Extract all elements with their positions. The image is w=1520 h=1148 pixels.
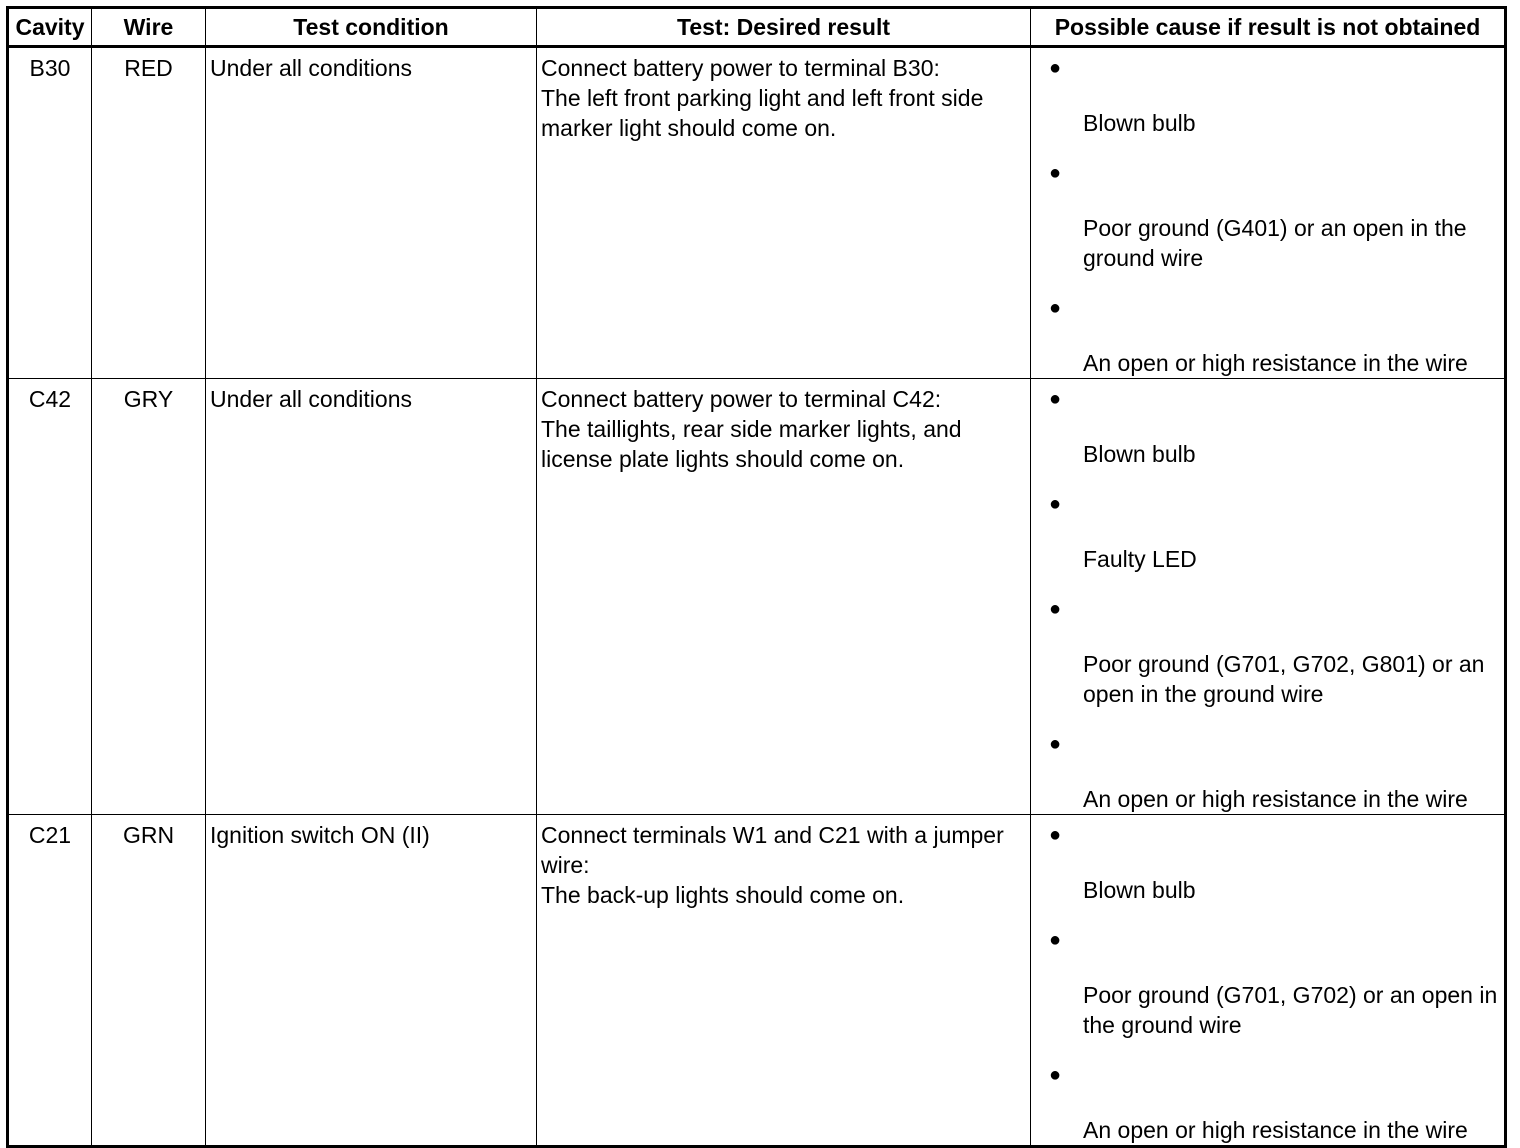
cause-list [1031,48,1504,378]
test-condition-cell [206,815,537,1147]
cause-text: Blown bulb [1083,110,1196,136]
cause-text: Poor ground (G401) or an open in the ground wire [1083,215,1467,271]
list-item [1031,384,1504,469]
connector-test-table [6,6,1507,1148]
list-item [1031,820,1504,905]
cause-list [1031,379,1504,814]
bullet-icon: ● [1049,929,1062,951]
cavity-cell: B30 [8,47,92,379]
header-possible-cause: Possible cause if result is not obtained [1031,8,1506,47]
desired-result-cell [537,47,1031,379]
bullet-icon: ● [1049,57,1062,79]
wire-cell: RED [92,47,206,379]
cause-list [1031,815,1504,1145]
possible-cause-cell [1031,815,1506,1147]
table-row [8,815,1506,1147]
list-item [1031,925,1504,1040]
header-cavity: Cavity [8,8,92,47]
header-row [8,8,1506,47]
test-condition-text: Ignition switch ON (II) [210,822,430,848]
table-row [8,47,1506,379]
result-line: The back-up lights should come on. [541,882,905,908]
cause-text: Poor ground (G701, G702, G801) or an open in the ground wire [1083,651,1485,707]
result-line: Connect battery power to terminal B30: [541,55,940,81]
list-item [1031,1060,1504,1145]
cavity-cell: C42 [8,379,92,815]
desired-result-cell [537,815,1031,1147]
cavity-cell: C21 [8,815,92,1147]
cause-text: An open or high resistance in the wire [1083,786,1468,812]
cause-text: Faulty LED [1083,546,1197,572]
result-line: Connect terminals W1 and C21 with a jumper wire: [541,822,1004,878]
possible-cause-cell [1031,379,1506,815]
list-item [1031,53,1504,138]
bullet-icon: ● [1049,733,1062,755]
desired-result-cell [537,379,1031,815]
result-line: The left front parking light and left front side marker light should come on. [541,85,984,141]
list-item [1031,594,1504,709]
bullet-icon: ● [1049,388,1062,410]
bullet-icon: ● [1049,824,1062,846]
cause-text: Blown bulb [1083,877,1196,903]
cause-text: Poor ground (G701, G702) or an open in the ground wire [1083,982,1498,1038]
test-condition-text: Under all conditions [210,55,413,81]
table-body [8,47,1506,1147]
list-item [1031,293,1504,378]
bullet-icon: ● [1049,493,1062,515]
wire-cell: GRN [92,815,206,1147]
test-condition-text: Under all conditions [210,386,413,412]
test-condition-cell [206,379,537,815]
list-item [1031,729,1504,814]
table-header [8,8,1506,47]
cause-text: Blown bulb [1083,441,1196,467]
header-desired-result: Test: Desired result [537,8,1031,47]
list-item [1031,489,1504,574]
wire-cell: GRY [92,379,206,815]
header-wire: Wire [92,8,206,47]
possible-cause-cell [1031,47,1506,379]
result-line: The taillights, rear side marker lights, and license plate lights should come on. [541,416,962,472]
bullet-icon: ● [1049,1064,1062,1086]
test-condition-cell [206,47,537,379]
cause-text: An open or high resistance in the wire [1083,1117,1468,1143]
list-item [1031,158,1504,273]
result-line: Connect battery power to terminal C42: [541,386,942,412]
bullet-icon: ● [1049,297,1062,319]
bullet-icon: ● [1049,598,1062,620]
bullet-icon: ● [1049,162,1062,184]
cause-text: An open or high resistance in the wire [1083,350,1468,376]
table-row [8,379,1506,815]
header-test-condition: Test condition [206,8,537,47]
